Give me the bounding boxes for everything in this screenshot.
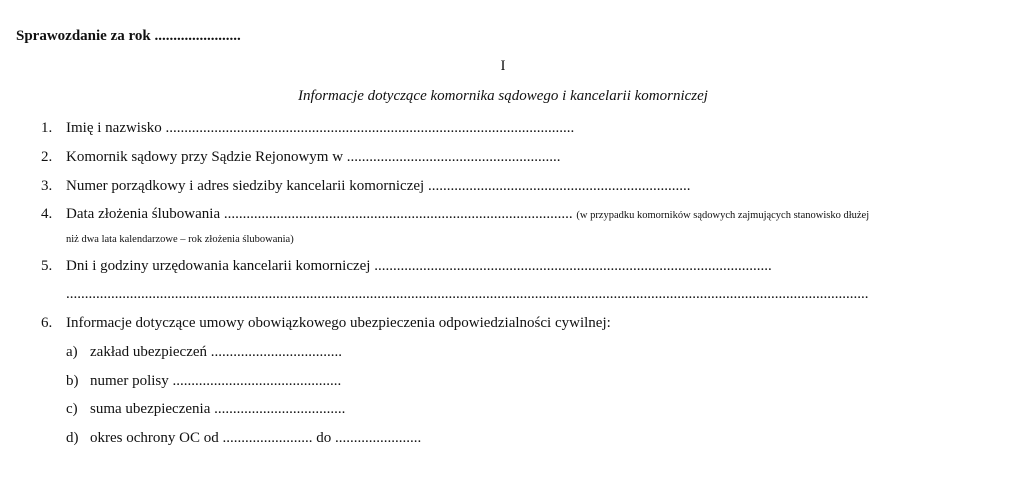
item-name-field: Imię i nazwisko ............................................................................................................. xyxy=(66,120,575,136)
item-office-hours-field: Dni i godziny urzędowania kancelarii komorniczej .......................................................................................................... xyxy=(66,258,772,274)
subitem-insurer-field: zakład ubezpieczeń ................................... xyxy=(90,344,343,360)
item-number: 1. xyxy=(41,120,53,136)
item-oath-note-continuation: niż dwa lata kalendarzowe – rok złożenia ślubowania) xyxy=(66,234,294,245)
item-number: 6. xyxy=(41,315,53,331)
subitem-coverage-period-field: okres ochrony OC od ........................ do ....................... xyxy=(90,430,422,446)
section-number: I xyxy=(500,58,506,74)
subitem-letter: d) xyxy=(66,430,79,446)
report-header: Sprawozdanie za rok ....................... xyxy=(16,28,241,44)
item-oath-date-label: Data złożenia ślubowania ............................................................................................. xyxy=(66,206,573,222)
section-title: Informacje dotyczące komornika sądowego i kancelarii komorniczej xyxy=(298,88,708,104)
item-number: 4. xyxy=(41,206,53,222)
item-court-field: Komornik sądowy przy Sądzie Rejonowym w ......................................................... xyxy=(66,149,561,165)
item-insurance-heading: Informacje dotyczące umowy obowiązkowego ubezpieczenia odpowiedzialności cywilnej: xyxy=(66,315,611,331)
item-oath-date-field xyxy=(66,205,869,225)
subitem-letter: a) xyxy=(66,344,78,360)
item-number: 2. xyxy=(41,149,53,165)
item-office-hours-continuation: ...................................................................................................................................................................................................................... xyxy=(66,286,869,302)
subitem-policy-number-field: numer polisy ............................................. xyxy=(90,373,342,389)
subitem-letter: c) xyxy=(66,401,78,417)
subitem-sum-insured-field: suma ubezpieczenia ................................... xyxy=(90,401,346,417)
subitem-letter: b) xyxy=(66,373,79,389)
item-oath-note: (w przypadku komorników sądowych zajmujących stanowisko dłużej xyxy=(576,210,870,221)
item-address-field: Numer porządkowy i adres siedziby kancelarii komorniczej ...................................................................... xyxy=(66,178,691,194)
item-number: 3. xyxy=(41,178,53,194)
item-number: 5. xyxy=(41,258,53,274)
